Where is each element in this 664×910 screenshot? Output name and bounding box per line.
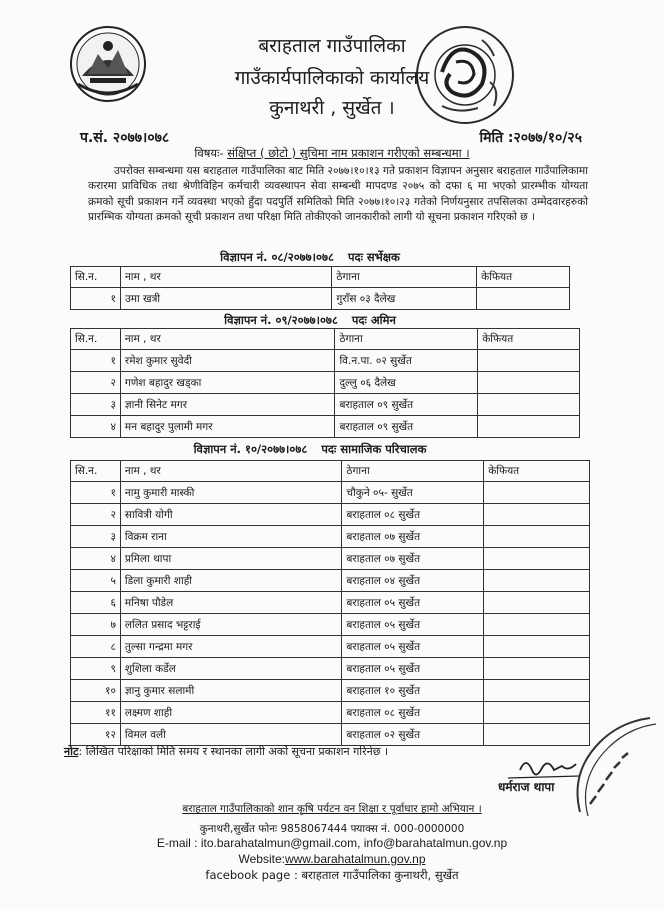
table-row — [71, 570, 590, 592]
row-address: बराहताल ०५ सुर्खेत — [342, 658, 484, 680]
reference-date: मिति :२०७७/१०/२५ — [479, 130, 582, 146]
row-sn: १० — [71, 680, 121, 702]
vacancy-post: पदः अमिन — [351, 313, 396, 327]
footer-website — [0, 852, 664, 866]
row-address: बराहताल ०८ सुर्खेत — [342, 702, 484, 724]
note-label: नोट — [64, 745, 79, 758]
row-sn: ९ — [71, 658, 121, 680]
footer-slogan-text: बराहताल गाउँपालिकाको शान कृषि पर्यटन वन शिक्षा र पूर्वाधार हामो अभियान । — [182, 803, 482, 815]
subject-label: विषयः- — [194, 146, 224, 160]
office-subtitle: गाउँकार्यपालिकाको कार्यालय — [234, 67, 430, 89]
table-row — [71, 504, 590, 526]
column-header-sn: सि.न. — [71, 267, 121, 288]
note-text: : लिखित परिक्षाको मिति समय र स्थानका लागी अर्को सूचना प्रकाशन गरिनेछ । — [78, 745, 389, 758]
row-remarks — [484, 548, 590, 570]
vacancy-post: पदः सामाजिक परिचालक — [321, 442, 427, 456]
table-header-row — [71, 461, 590, 482]
website-link[interactable]: www.barahatalmun.gov.np — [284, 852, 426, 866]
row-remarks — [484, 658, 590, 680]
row-address: बराहताल ०९ सुर्खेत — [335, 394, 478, 416]
table-row — [71, 526, 590, 548]
row-remarks — [484, 636, 590, 658]
vacancy-post: पदः सर्भेक्षक — [347, 250, 400, 264]
vacancy-heading — [60, 313, 560, 328]
table-header-row — [71, 329, 580, 350]
footer-facebook: facebook page : बराहताल गाउँपालिका कुनाथरी, सुर्खेत — [205, 868, 459, 882]
table-row — [71, 724, 590, 746]
table-row — [71, 658, 590, 680]
candidate-table — [70, 266, 570, 310]
candidate-table — [70, 328, 580, 438]
office-location: कुनाथरी , सुर्खेत । — [269, 97, 395, 119]
row-address: वि.न.पा. ०२ सुर्खेत — [335, 350, 478, 372]
row-name: लक्ष्मण शाही — [120, 702, 342, 724]
row-name: डिला कुमारी शाही — [120, 570, 342, 592]
vacancy-notice: विज्ञापन नं. ०९/२०७७।०७८ — [224, 313, 338, 327]
row-sn: ४ — [71, 416, 121, 438]
row-name: ज्ञानु कुमार सलामी — [120, 680, 342, 702]
body-text: उपरोक्त सम्बन्धमा यस बराहताल गाउँपालिका बाट मिति २०७७।१०।१३ गते प्रकाशन विज्ञापन अनुसार बराहताल गाउँपालिकामा करारमा प्राविधिक तथा श्रेणीविहिन कर्मचारी व्यवस्थापन सेवा सम्बन्धी मापदण्ड २०७५ को दफा ६ मा भएको प्रारम्भीक योग्यता क्रमको सूची प्रकाशन गर्ने व्यवस्था भएको हुँदा पदपुर्ति समितिको मिति २०७७।१०।२३ गतेको निर्णयनुसार तपसिलका उम्मेदवारहरुको प्रारम्भिक योग्यता क्रमको सूची प्रकाशन तथा परिक्षा मिति तोकीएको जानकारीको लागी यो सूचना प्रकाशन गरिएको छ । — [88, 165, 588, 223]
row-sn: २ — [71, 504, 121, 526]
row-name: शुशिला कर्डेल — [120, 658, 342, 680]
website-label: Website: — [238, 852, 285, 866]
column-header-address: ठेगाना — [342, 461, 484, 482]
row-name: ज्ञानी सिनेट मगर — [120, 394, 335, 416]
row-sn: ११ — [71, 702, 121, 724]
row-address: बराहताल ०२ सुर्खेत — [342, 724, 484, 746]
table-row — [71, 636, 590, 658]
row-address: बराहताल ०७ सुर्खेत — [342, 548, 484, 570]
vacancy-heading — [60, 250, 560, 265]
body-paragraph — [88, 164, 588, 225]
column-header-name: नाम , थर — [120, 329, 335, 350]
row-address: बराहताल ०७ सुर्खेत — [342, 526, 484, 548]
row-remarks — [484, 570, 590, 592]
vacancy-heading — [60, 442, 560, 457]
row-remarks — [484, 526, 590, 548]
column-header-sn: सि.न. — [71, 329, 121, 350]
column-header-remarks: केफियत — [477, 267, 570, 288]
row-name: ललित प्रसाद भट्टराई — [120, 614, 342, 636]
office-name: बराहताल गाउँपालिका — [258, 35, 406, 57]
row-address: दुल्लु ०६ दैलेख — [335, 372, 478, 394]
row-sn: ८ — [71, 636, 121, 658]
row-address: बराहताल १० सुर्खेत — [342, 680, 484, 702]
table-row — [71, 482, 590, 504]
row-name: तुल्सा गन्द्रमा मगर — [120, 636, 342, 658]
row-name: रमेश कुमार सुवेदी — [120, 350, 335, 372]
row-name: उमा खत्री — [120, 288, 331, 310]
row-name: मन बहादुर पुलामी मगर — [120, 416, 335, 438]
row-name: सावित्री योगी — [120, 504, 342, 526]
row-address: बराहताल ०५ सुर्खेत — [342, 614, 484, 636]
row-sn: १२ — [71, 724, 121, 746]
row-sn: १ — [71, 350, 121, 372]
table-row — [71, 288, 570, 310]
row-name: गणेश बहादुर खड्का — [120, 372, 335, 394]
column-header-name: नाम , थर — [120, 461, 342, 482]
column-header-name: नाम , थर — [120, 267, 331, 288]
table-row — [71, 416, 580, 438]
row-remarks — [478, 394, 580, 416]
row-sn: १ — [71, 482, 121, 504]
row-remarks — [484, 482, 590, 504]
row-address: बराहताल ०८ सुर्खेत — [342, 504, 484, 526]
column-header-sn: सि.न. — [71, 461, 121, 482]
reference-line — [80, 128, 582, 147]
vacancy-notice: विज्ञापन नं. ०८/२०७७।०७८ — [220, 250, 334, 264]
table-row — [71, 394, 580, 416]
table-header-row — [71, 267, 570, 288]
signatory-name: धर्मराज थापा — [498, 780, 555, 794]
row-sn: २ — [71, 372, 121, 394]
footer-email: E-mail : ito.barahatalmun@gmail.com, info@barahatalmun.gov.np — [156, 836, 508, 850]
row-sn: ४ — [71, 548, 121, 570]
row-sn: ३ — [71, 394, 121, 416]
row-name: नामु कुमारी मास्की — [120, 482, 342, 504]
table-row — [71, 702, 590, 724]
column-header-remarks: केफियत — [484, 461, 590, 482]
row-sn: ३ — [71, 526, 121, 548]
candidate-table — [70, 460, 590, 746]
row-sn: ७ — [71, 614, 121, 636]
row-sn: ६ — [71, 592, 121, 614]
table-row — [71, 350, 580, 372]
column-header-address: ठेगाना — [335, 329, 478, 350]
column-header-remarks: केफियत — [478, 329, 580, 350]
row-name: मनिषा पौडेल — [120, 592, 342, 614]
row-remarks — [478, 350, 580, 372]
column-header-address: ठेगाना — [332, 267, 477, 288]
row-remarks — [484, 614, 590, 636]
row-remarks — [478, 416, 580, 438]
row-name: विक्रम राना — [120, 526, 342, 548]
subject-line — [0, 146, 664, 161]
row-sn: ५ — [71, 570, 121, 592]
row-remarks — [477, 288, 570, 310]
row-name: प्रमिला थापा — [120, 548, 342, 570]
vacancy-notice: विज्ञापन नं. १०/२०७७।०७८ — [193, 442, 308, 456]
row-sn: १ — [71, 288, 121, 310]
row-address: बराहताल ०५ सुर्खेत — [342, 636, 484, 658]
row-address: बराहताल ०५ सुर्खेत — [342, 592, 484, 614]
row-name: विमल वली — [120, 724, 342, 746]
table-row — [71, 680, 590, 702]
row-remarks — [484, 504, 590, 526]
row-address: बराहताल ०९ सुर्खेत — [335, 416, 478, 438]
row-remarks — [478, 372, 580, 394]
subject-text: संक्षिप्त ( छोटो ) सुचिमा नाम प्रकाशन गरीएको सम्बन्धमा । — [227, 146, 470, 160]
reference-number: प.सं. २०७७।०७८ — [80, 130, 170, 146]
table-row — [71, 592, 590, 614]
table-row — [71, 372, 580, 394]
row-address: चौकुने ०५- सुर्खेत — [342, 482, 484, 504]
row-address: बराहताल ०४ सुर्खेत — [342, 570, 484, 592]
table-row — [71, 548, 590, 570]
row-address: गुराँस ०३ दैलेख — [332, 288, 477, 310]
row-remarks — [484, 592, 590, 614]
footer-contact: कुनाथरी,सुर्खेत फोनः 9858067444 फ्याक्स नं. 000-0000000 — [199, 823, 465, 835]
table-row — [71, 614, 590, 636]
footer-slogan — [0, 802, 664, 816]
row-remarks — [484, 680, 590, 702]
